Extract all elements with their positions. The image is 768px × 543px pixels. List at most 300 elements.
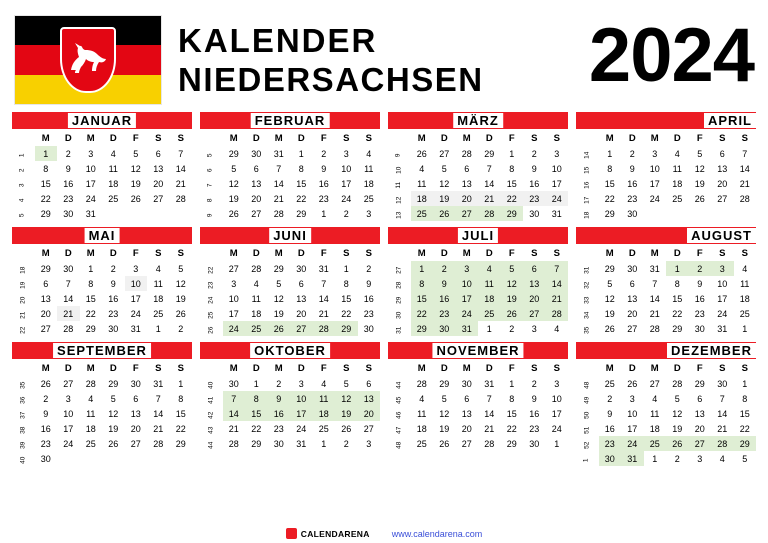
- day-cell[interactable]: 5: [178, 263, 184, 274]
- day-cell[interactable]: 22: [40, 193, 51, 204]
- day-cell[interactable]: 17: [85, 178, 96, 189]
- day-cell[interactable]: 13: [523, 276, 546, 291]
- day-cell[interactable]: 15: [739, 408, 750, 419]
- day-cell[interactable]: 30: [296, 263, 307, 274]
- day-cell[interactable]: 24: [223, 321, 246, 336]
- day-cell[interactable]: 18: [313, 406, 336, 421]
- day-cell[interactable]: 12: [108, 408, 119, 419]
- day-cell[interactable]: 1: [253, 378, 259, 389]
- day-cell[interactable]: 14: [717, 408, 728, 419]
- day-cell[interactable]: 28: [228, 438, 239, 449]
- day-cell[interactable]: 30: [63, 208, 74, 219]
- day-cell[interactable]: 9: [366, 278, 372, 289]
- day-cell[interactable]: 24: [621, 436, 644, 451]
- day-cell[interactable]: 8: [43, 163, 49, 174]
- day-cell[interactable]: 26: [175, 308, 186, 319]
- day-cell[interactable]: 25: [416, 438, 427, 449]
- day-cell[interactable]: 3: [366, 438, 372, 449]
- day-cell[interactable]: 20: [694, 423, 705, 434]
- day-cell[interactable]: 8: [509, 163, 515, 174]
- day-cell[interactable]: 27: [290, 321, 313, 336]
- day-cell[interactable]: 2: [110, 263, 116, 274]
- day-cell[interactable]: 13: [358, 391, 381, 406]
- day-cell[interactable]: 6: [697, 393, 703, 404]
- day-cell[interactable]: 17: [717, 293, 728, 304]
- day-cell[interactable]: 26: [501, 306, 524, 321]
- day-cell[interactable]: 16: [694, 293, 705, 304]
- day-cell[interactable]: 20: [717, 178, 728, 189]
- day-cell[interactable]: 1: [607, 148, 613, 159]
- day-cell[interactable]: 24: [85, 193, 96, 204]
- day-cell[interactable]: 21: [273, 193, 284, 204]
- day-cell[interactable]: 27: [40, 323, 51, 334]
- day-cell[interactable]: 30: [108, 323, 119, 334]
- day-cell[interactable]: 7: [155, 393, 161, 404]
- day-cell[interactable]: 27: [363, 423, 374, 434]
- day-cell[interactable]: 2: [509, 323, 515, 334]
- day-cell[interactable]: 11: [672, 163, 682, 174]
- day-cell[interactable]: 10: [85, 163, 96, 174]
- day-cell[interactable]: 17: [228, 308, 239, 319]
- day-cell[interactable]: 19: [694, 178, 705, 189]
- day-cell[interactable]: 9: [531, 163, 537, 174]
- day-cell[interactable]: 5: [343, 378, 349, 389]
- day-cell[interactable]: 23: [433, 306, 456, 321]
- day-cell[interactable]: 14: [175, 163, 186, 174]
- day-cell[interactable]: 3: [629, 393, 635, 404]
- day-cell[interactable]: 30: [273, 438, 284, 449]
- day-cell[interactable]: 5: [276, 278, 282, 289]
- day-cell[interactable]: 24: [649, 193, 660, 204]
- day-cell[interactable]: 6: [719, 148, 725, 159]
- day-cell[interactable]: 13: [130, 408, 141, 419]
- day-cell[interactable]: 29: [273, 263, 284, 274]
- day-cell[interactable]: 18: [649, 423, 660, 434]
- day-cell[interactable]: 12: [672, 408, 683, 419]
- day-cell[interactable]: 10: [551, 163, 562, 174]
- day-cell[interactable]: 8: [88, 278, 94, 289]
- day-cell[interactable]: 15: [506, 178, 517, 189]
- day-cell[interactable]: 14: [739, 163, 750, 174]
- day-cell[interactable]: 11: [153, 278, 163, 289]
- day-cell[interactable]: 16: [627, 178, 638, 189]
- day-cell[interactable]: 8: [178, 393, 184, 404]
- day-cell[interactable]: 4: [478, 261, 501, 276]
- day-cell[interactable]: 2: [629, 148, 635, 159]
- day-cell[interactable]: 13: [694, 408, 705, 419]
- day-cell[interactable]: [666, 206, 689, 221]
- day-cell[interactable]: 29: [251, 438, 262, 449]
- day-cell[interactable]: 2: [321, 148, 327, 159]
- day-cell[interactable]: 6: [298, 278, 304, 289]
- day-cell[interactable]: 11: [364, 163, 374, 174]
- day-cell[interactable]: [80, 451, 103, 466]
- day-cell[interactable]: 29: [85, 323, 96, 334]
- day-cell[interactable]: 30: [599, 451, 622, 466]
- day-cell[interactable]: 30: [433, 321, 456, 336]
- day-cell[interactable]: 27: [153, 193, 164, 204]
- day-cell[interactable]: 12: [439, 178, 450, 189]
- day-cell[interactable]: 2: [433, 261, 456, 276]
- day-cell[interactable]: 18: [672, 178, 683, 189]
- day-cell[interactable]: 30: [363, 323, 374, 334]
- day-cell[interactable]: 3: [456, 261, 479, 276]
- day-cell[interactable]: 17: [551, 408, 562, 419]
- day-cell[interactable]: 2: [343, 438, 349, 449]
- day-cell[interactable]: 14: [649, 293, 660, 304]
- day-cell[interactable]: 3: [697, 453, 703, 464]
- day-cell[interactable]: 3: [298, 378, 304, 389]
- day-cell[interactable]: 20: [153, 178, 164, 189]
- day-cell[interactable]: 29: [296, 208, 307, 219]
- day-cell[interactable]: 23: [363, 308, 374, 319]
- day-cell[interactable]: 7: [486, 393, 492, 404]
- day-cell[interactable]: 13: [461, 408, 472, 419]
- day-cell[interactable]: 16: [108, 293, 119, 304]
- day-cell[interactable]: 26: [604, 323, 615, 334]
- day-cell[interactable]: 22: [251, 423, 262, 434]
- day-cell[interactable]: 27: [456, 206, 479, 221]
- day-cell[interactable]: 2: [366, 263, 372, 274]
- day-cell[interactable]: 28: [672, 378, 683, 389]
- day-cell[interactable]: 15: [506, 408, 517, 419]
- day-cell[interactable]: 1: [486, 323, 492, 334]
- day-cell[interactable]: 27: [63, 378, 74, 389]
- day-cell[interactable]: 4: [419, 393, 425, 404]
- day-cell[interactable]: 21: [717, 423, 728, 434]
- day-cell[interactable]: 8: [607, 163, 613, 174]
- day-cell[interactable]: 27: [627, 323, 638, 334]
- day-cell[interactable]: 19: [672, 423, 683, 434]
- day-cell[interactable]: 7: [276, 163, 282, 174]
- day-cell[interactable]: 19: [439, 423, 450, 434]
- day-cell[interactable]: 24: [551, 423, 562, 434]
- day-cell[interactable]: 2: [276, 378, 282, 389]
- day-cell[interactable]: 14: [484, 408, 495, 419]
- day-cell[interactable]: 27: [523, 306, 546, 321]
- day-cell[interactable]: [170, 451, 193, 466]
- day-cell[interactable]: 3: [711, 261, 734, 276]
- day-cell[interactable]: 11: [478, 276, 501, 291]
- day-cell[interactable]: 18: [739, 293, 750, 304]
- day-cell[interactable]: 18: [416, 423, 427, 434]
- day-cell[interactable]: 25: [153, 308, 164, 319]
- day-cell[interactable]: 21: [484, 423, 495, 434]
- day-cell[interactable]: 31: [649, 263, 660, 274]
- day-cell[interactable]: 6: [464, 163, 470, 174]
- day-cell[interactable]: 3: [88, 148, 94, 159]
- day-cell[interactable]: 29: [672, 323, 683, 334]
- day-cell[interactable]: 27: [439, 148, 450, 159]
- day-cell[interactable]: 17: [456, 291, 479, 306]
- day-cell[interactable]: 15: [175, 408, 186, 419]
- day-cell[interactable]: 28: [478, 206, 501, 221]
- day-cell[interactable]: 19: [130, 178, 141, 189]
- day-cell[interactable]: 31: [153, 378, 164, 389]
- day-cell[interactable]: 15: [85, 293, 96, 304]
- day-cell[interactable]: 1: [321, 208, 327, 219]
- day-cell[interactable]: 16: [529, 408, 540, 419]
- day-cell[interactable]: 12: [501, 276, 524, 291]
- day-cell[interactable]: 11: [650, 408, 660, 419]
- day-cell[interactable]: 9: [697, 278, 703, 289]
- day-cell[interactable]: 30: [717, 378, 728, 389]
- day-cell[interactable]: 10: [551, 393, 562, 404]
- day-cell[interactable]: [147, 451, 170, 466]
- day-cell[interactable]: 12: [694, 163, 705, 174]
- day-cell[interactable]: 13: [296, 293, 307, 304]
- day-cell[interactable]: 18: [85, 423, 96, 434]
- day-cell[interactable]: 13: [153, 163, 164, 174]
- day-cell[interactable]: 25: [604, 378, 615, 389]
- day-cell[interactable]: [689, 206, 712, 221]
- day-cell[interactable]: 26: [439, 438, 450, 449]
- day-cell[interactable]: 1: [178, 378, 184, 389]
- day-cell[interactable]: 28: [484, 438, 495, 449]
- day-cell[interactable]: 5: [441, 163, 447, 174]
- day-cell[interactable]: 1: [742, 378, 748, 389]
- day-cell[interactable]: 2: [65, 148, 71, 159]
- day-cell[interactable]: 9: [433, 276, 456, 291]
- day-cell[interactable]: 1: [554, 438, 560, 449]
- day-cell[interactable]: 21: [153, 423, 164, 434]
- day-cell[interactable]: 9: [110, 278, 116, 289]
- day-cell[interactable]: 9: [65, 163, 71, 174]
- day-cell[interactable]: 24: [341, 193, 352, 204]
- day-cell[interactable]: 24: [63, 438, 74, 449]
- day-cell[interactable]: 31: [318, 263, 329, 274]
- day-cell[interactable]: 19: [273, 308, 284, 319]
- day-cell[interactable]: 2: [674, 453, 680, 464]
- day-cell[interactable]: 19: [228, 193, 239, 204]
- day-cell[interactable]: 4: [554, 323, 560, 334]
- day-cell[interactable]: 30: [529, 208, 540, 219]
- day-cell[interactable]: 31: [85, 208, 96, 219]
- day-cell[interactable]: 29: [40, 263, 51, 274]
- day-cell[interactable]: 22: [604, 193, 615, 204]
- day-cell[interactable]: 14: [484, 178, 495, 189]
- day-cell[interactable]: 21: [739, 178, 750, 189]
- day-cell[interactable]: 15: [604, 178, 615, 189]
- day-cell[interactable]: [147, 206, 170, 221]
- day-cell[interactable]: 12: [335, 391, 358, 406]
- day-cell[interactable]: 5: [501, 261, 524, 276]
- day-cell[interactable]: 13: [717, 163, 728, 174]
- day-cell[interactable]: 4: [321, 378, 327, 389]
- day-cell[interactable]: 15: [40, 178, 51, 189]
- day-cell[interactable]: 2: [531, 378, 537, 389]
- day-cell[interactable]: [102, 206, 125, 221]
- day-cell[interactable]: [711, 206, 734, 221]
- day-cell[interactable]: 6: [253, 163, 259, 174]
- day-cell[interactable]: 8: [298, 163, 304, 174]
- day-cell[interactable]: 11: [86, 408, 96, 419]
- day-cell[interactable]: 28: [461, 148, 472, 159]
- day-cell[interactable]: 23: [273, 423, 284, 434]
- day-cell[interactable]: 7: [652, 278, 658, 289]
- day-cell[interactable]: 5: [441, 393, 447, 404]
- day-cell[interactable]: 16: [363, 293, 374, 304]
- day-cell[interactable]: 8: [742, 393, 748, 404]
- day-cell[interactable]: 24: [456, 306, 479, 321]
- day-cell[interactable]: 27: [228, 263, 239, 274]
- day-cell[interactable]: 8: [245, 391, 268, 406]
- day-cell[interactable]: 29: [439, 378, 450, 389]
- day-cell[interactable]: 20: [461, 423, 472, 434]
- day-cell[interactable]: 20: [130, 423, 141, 434]
- day-cell[interactable]: 23: [627, 193, 638, 204]
- day-cell[interactable]: [170, 206, 193, 221]
- day-cell[interactable]: 10: [290, 391, 313, 406]
- day-cell[interactable]: 10: [228, 293, 239, 304]
- day-cell[interactable]: 17: [341, 178, 352, 189]
- day-cell[interactable]: 10: [627, 408, 638, 419]
- day-cell[interactable]: 21: [546, 291, 569, 306]
- day-cell[interactable]: 8: [509, 393, 515, 404]
- day-cell[interactable]: 4: [719, 453, 725, 464]
- day-cell[interactable]: 21: [478, 191, 501, 206]
- day-cell[interactable]: 18: [153, 293, 164, 304]
- day-cell[interactable]: 27: [649, 378, 660, 389]
- day-cell[interactable]: 8: [411, 276, 434, 291]
- day-cell[interactable]: 4: [366, 148, 372, 159]
- day-cell[interactable]: 22: [411, 306, 434, 321]
- day-cell[interactable]: 29: [40, 208, 51, 219]
- day-cell[interactable]: 22: [501, 191, 524, 206]
- day-cell[interactable]: 6: [133, 393, 139, 404]
- day-cell[interactable]: 14: [273, 178, 284, 189]
- day-cell[interactable]: 26: [40, 378, 51, 389]
- day-cell[interactable]: 25: [411, 206, 434, 221]
- day-cell[interactable]: 4: [110, 148, 116, 159]
- day-cell[interactable]: 5: [674, 393, 680, 404]
- day-cell[interactable]: 1: [88, 263, 94, 274]
- day-cell[interactable]: 1: [509, 378, 515, 389]
- day-cell[interactable]: 20: [251, 193, 262, 204]
- day-cell[interactable]: 20: [523, 291, 546, 306]
- day-cell[interactable]: 3: [554, 378, 560, 389]
- day-cell[interactable]: 17: [551, 178, 562, 189]
- day-cell[interactable]: 8: [343, 278, 349, 289]
- day-cell[interactable]: 5: [231, 163, 237, 174]
- day-cell[interactable]: 31: [456, 321, 479, 336]
- day-cell[interactable]: 14: [63, 293, 74, 304]
- day-cell[interactable]: 25: [318, 423, 329, 434]
- day-cell[interactable]: 8: [674, 278, 680, 289]
- day-cell[interactable]: 14: [318, 293, 329, 304]
- day-cell[interactable]: 31: [484, 378, 495, 389]
- day-cell[interactable]: 27: [251, 208, 262, 219]
- day-cell[interactable]: 18: [108, 178, 119, 189]
- website-link[interactable]: www.calendarena.com: [391, 528, 483, 539]
- day-cell[interactable]: 17: [130, 293, 141, 304]
- day-cell[interactable]: 16: [40, 423, 51, 434]
- day-cell[interactable]: 23: [523, 191, 546, 206]
- day-cell[interactable]: 23: [599, 436, 622, 451]
- day-cell[interactable]: 13: [461, 178, 472, 189]
- day-cell[interactable]: 15: [411, 291, 434, 306]
- day-cell[interactable]: 15: [245, 406, 268, 421]
- day-cell[interactable]: 17: [290, 406, 313, 421]
- day-cell[interactable]: 3: [231, 278, 237, 289]
- day-cell[interactable]: 1: [666, 261, 689, 276]
- day-cell[interactable]: 24: [546, 191, 569, 206]
- day-cell[interactable]: 23: [63, 193, 74, 204]
- day-cell[interactable]: 26: [694, 193, 705, 204]
- day-cell[interactable]: 25: [108, 193, 119, 204]
- day-cell[interactable]: 17: [649, 178, 660, 189]
- day-cell[interactable]: 18: [251, 308, 262, 319]
- day-cell[interactable]: 10: [125, 276, 148, 291]
- day-cell[interactable]: 5: [742, 453, 748, 464]
- day-cell[interactable]: 13: [251, 178, 262, 189]
- day-cell[interactable]: 29: [484, 148, 495, 159]
- day-cell[interactable]: [734, 206, 757, 221]
- day-cell[interactable]: 29: [175, 438, 186, 449]
- day-cell[interactable]: 1: [652, 453, 658, 464]
- day-cell[interactable]: 27: [717, 193, 728, 204]
- day-cell[interactable]: 11: [313, 391, 336, 406]
- day-cell[interactable]: 31: [621, 451, 644, 466]
- day-cell[interactable]: 2: [531, 148, 537, 159]
- day-cell[interactable]: 5: [607, 278, 613, 289]
- day-cell[interactable]: 28: [63, 323, 74, 334]
- day-cell[interactable]: 2: [178, 323, 184, 334]
- day-cell[interactable]: 3: [343, 148, 349, 159]
- day-cell[interactable]: 16: [604, 423, 615, 434]
- day-cell[interactable]: 23: [694, 308, 705, 319]
- day-cell[interactable]: 22: [739, 423, 750, 434]
- day-cell[interactable]: 26: [627, 378, 638, 389]
- day-cell[interactable]: 11: [417, 408, 427, 419]
- day-cell[interactable]: 7: [321, 278, 327, 289]
- day-cell[interactable]: 9: [607, 408, 613, 419]
- day-cell[interactable]: 7: [719, 393, 725, 404]
- day-cell[interactable]: 9: [629, 163, 635, 174]
- day-cell[interactable]: 30: [461, 378, 472, 389]
- day-cell[interactable]: 7: [742, 148, 748, 159]
- day-cell[interactable]: 5: [697, 148, 703, 159]
- day-cell[interactable]: 29: [506, 438, 517, 449]
- day-cell[interactable]: 15: [341, 293, 352, 304]
- day-cell[interactable]: 1: [321, 438, 327, 449]
- day-cell[interactable]: 22: [296, 193, 307, 204]
- day-cell[interactable]: 26: [130, 193, 141, 204]
- day-cell[interactable]: [644, 206, 667, 221]
- day-cell[interactable]: 2: [43, 393, 49, 404]
- day-cell[interactable]: [102, 451, 125, 466]
- day-cell[interactable]: 14: [223, 406, 246, 421]
- day-cell[interactable]: 1: [155, 323, 161, 334]
- day-cell[interactable]: 23: [108, 308, 119, 319]
- day-cell[interactable]: 11: [417, 178, 427, 189]
- day-cell[interactable]: 1: [343, 263, 349, 274]
- day-cell[interactable]: 5: [110, 393, 116, 404]
- day-cell[interactable]: 14: [546, 276, 569, 291]
- day-cell[interactable]: 1: [298, 148, 304, 159]
- day-cell[interactable]: 3: [366, 208, 372, 219]
- day-cell[interactable]: 28: [416, 378, 427, 389]
- day-cell[interactable]: 26: [666, 436, 689, 451]
- day-cell[interactable]: 4: [155, 263, 161, 274]
- day-cell[interactable]: 25: [739, 308, 750, 319]
- day-cell[interactable]: 25: [672, 193, 683, 204]
- day-cell[interactable]: 13: [40, 293, 51, 304]
- day-cell[interactable]: 26: [341, 423, 352, 434]
- day-cell[interactable]: 7: [178, 148, 184, 159]
- day-cell[interactable]: 29: [694, 378, 705, 389]
- day-cell[interactable]: 26: [228, 208, 239, 219]
